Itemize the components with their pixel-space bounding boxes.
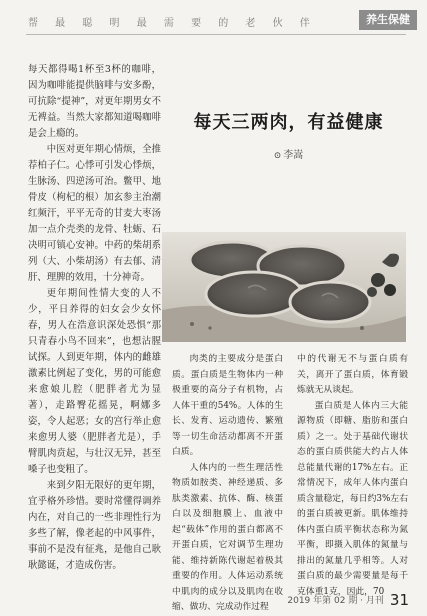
left-column (28, 62, 161, 574)
meat-illustration (162, 232, 406, 342)
author-name: 李嵩 (283, 150, 304, 161)
issue-label: 2019 年第 02 期 · 月刊 (287, 596, 384, 606)
article-title: 每天三两肉，有益健康 (193, 112, 384, 133)
right-column (297, 352, 408, 600)
article-author (171, 146, 406, 161)
page-footer (287, 591, 409, 609)
header-slogan: 帮 最 聪 明 最 需 要 的 老 伙 伴 (28, 18, 317, 29)
left-paragraph: 每天都得喝1杯至3杯的咖啡，因为咖啡能提供脑啡与安多酚，可抗除“提神”，对更年期男女不无裨益。当然大家都知道喝咖啡是会上瘾的。 (28, 64, 161, 139)
section-tab: 养生保健 (359, 10, 417, 30)
middle-column (172, 352, 283, 616)
body-paragraph: 蛋白质是人体内三大能源物质（即糖、脂肪和蛋白质）之一。处于基础代谢状态的蛋白质供能大约占人体总能量代谢的17%左右。正常情况下，成年人体内蛋白质含量稳定，每日约3%左右的蛋白质被更新。肌体维持体内蛋白质平衡状态称为氮平衡，即摄入肌体的氮量与排出的氮量几乎相等。人对蛋白质的最少需要量是每千克体重1克，因此，70 (297, 400, 408, 597)
left-paragraph: 更年期间性情大变的人不少，平日养得的妇女会少女怀春，男人在浩意识深处恐惧“那只青春小鸟不回来”，也想沾腥试探。人到更年期，体内的雌雄激素比例起了变化，男的可能愈来愈娘儿腔（肥胖者尤为显著），走路臀花摇晃，啊娜多姿，令人起恶；女的宫行举止愈来愈男人婆（肥胖者尤是），手臂肌肉贲起，与壮汉无异，甚至嗓子也变粗了。 (28, 288, 161, 475)
page-header (0, 0, 427, 44)
header-divider (26, 34, 406, 35)
left-paragraph: 中医对更年期心情烦，全推荐柏子仁。心悸可引发心悸烦，生脉汤、四逆汤可治。鳖甲、地骨皮（枸杞的根）加玄参主治潮红频汗，平平无奇的甘麦大枣汤加一点介壳类的龙骨、牡蛎、石决明可镇心安神。中药的柴胡系列（大、小柴胡汤）有去郁、清肝、理脾的效用，十分神奇。 (28, 144, 161, 283)
page-number: 31 (389, 591, 409, 609)
meat-photo (162, 232, 406, 342)
body-paragraph: 中的代谢无不与蛋白质有关，离开了蛋白质，体育锻炼就无从谈起。 (297, 354, 408, 395)
left-paragraph: 来到夕阳无限好的更年期，宜乎格外珍惜。要时常懂得调养内在，对自己的一些非理性行为多些了解，像老起的中风事件，事前不是没有征兆，是他自己耿耿懿诞，才造成伤害。 (28, 480, 161, 571)
body-paragraph: 人体内的一些生理活性物质如胺类、神经递质、多肽类激素、抗体、酶、核蛋白以及细胞膜上、血液中起“载体”作用的蛋白都离不开蛋白质，它对调节生理功能、维持新陈代谢起着极其重要的作用。人体运动系统中肌肉的成分以及肌肉在收缩、做功、完成动作过程 (172, 462, 283, 612)
author-marker-icon: ⊙ (273, 151, 282, 161)
article-heading (171, 108, 406, 161)
body-paragraph: 肉类的主要成分是蛋白质。蛋白质是生物体内一种极重要的高分子有机物，占人体干重的54%。人体的生长、发育、运动遗传、繁殖等一切生命活动都离不开蛋白质。 (172, 354, 283, 457)
